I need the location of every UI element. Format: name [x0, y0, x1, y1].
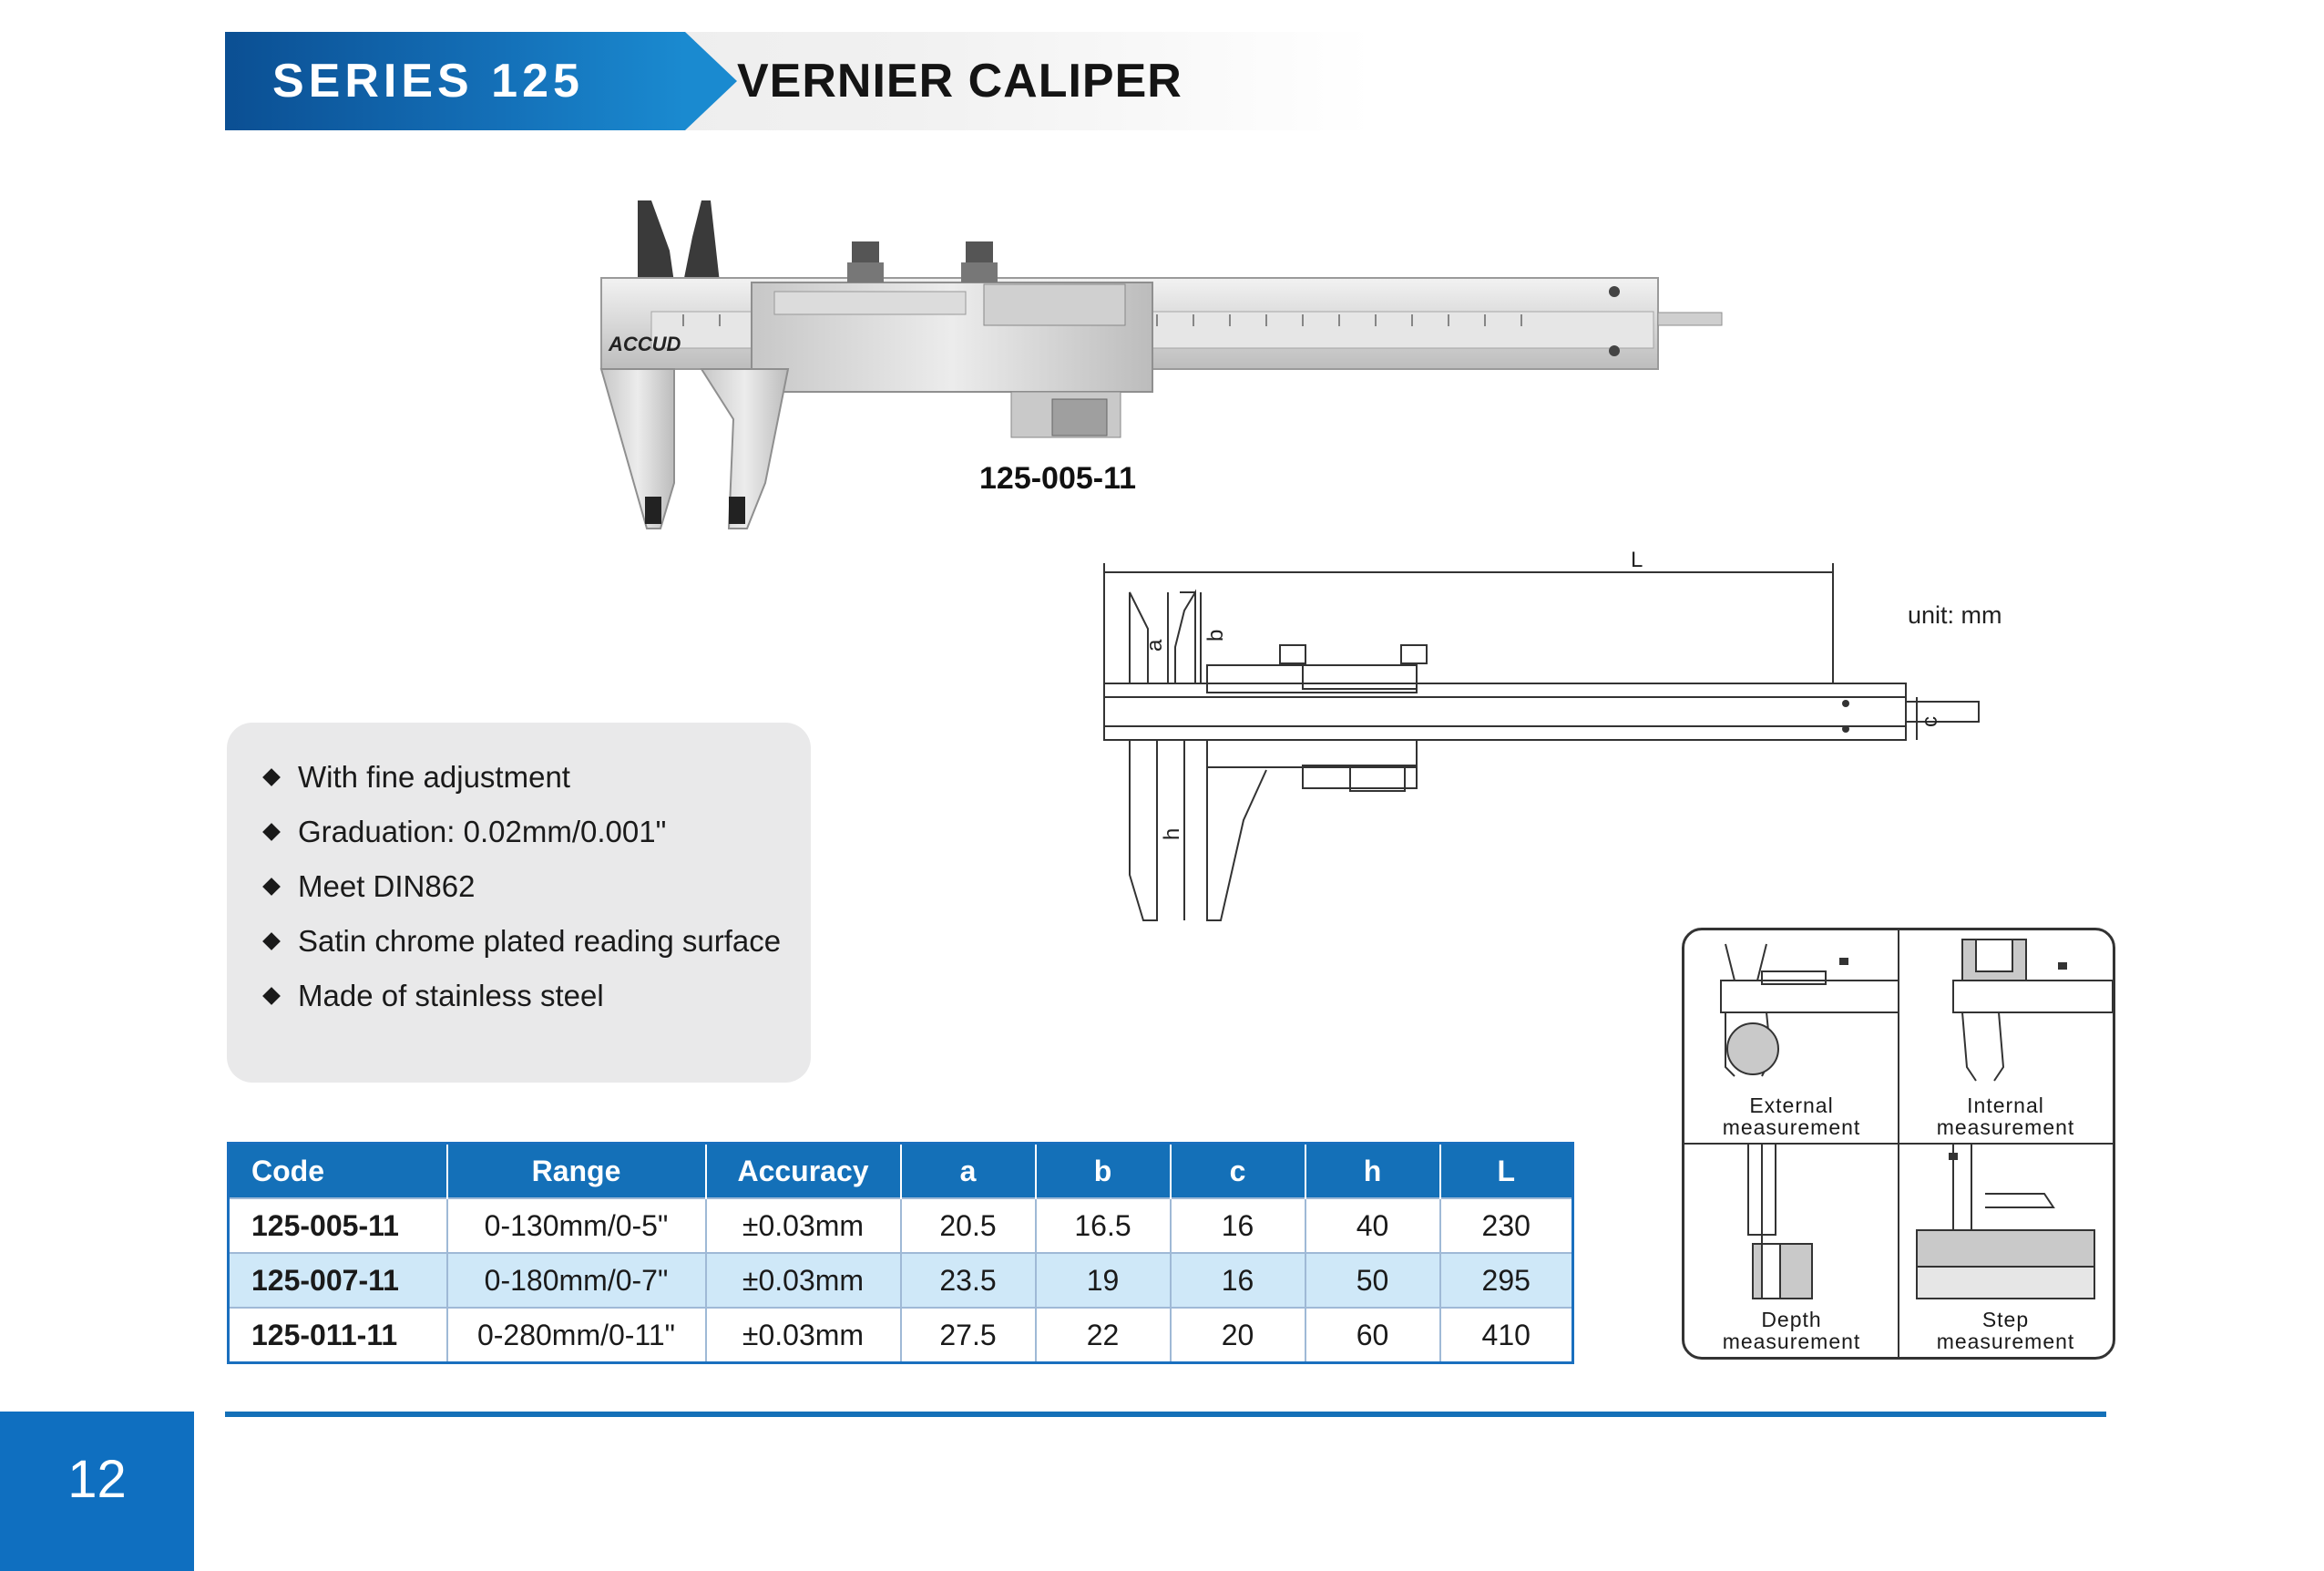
- feature-item: Satin chrome plated reading surface: [265, 914, 781, 969]
- feature-item: With fine adjustment: [265, 750, 781, 805]
- cell-code: 125-011-11: [229, 1308, 447, 1363]
- depth-label-2: measurement: [1722, 1330, 1861, 1353]
- dim-label-a: a: [1142, 639, 1167, 652]
- method-external: [1684, 930, 1899, 1144]
- step-measurement-icon: [1899, 1144, 2113, 1308]
- brand-logo: ACCUD: [609, 333, 681, 355]
- table-header-row: [229, 1144, 1573, 1199]
- external-measurement-icon: [1684, 930, 1899, 1094]
- cell-code: 125-005-11: [229, 1198, 447, 1253]
- footer-divider: [225, 1412, 2106, 1417]
- cell-c: 20: [1171, 1308, 1305, 1363]
- cell-a: 20.5: [901, 1198, 1036, 1253]
- cell-accuracy: ±0.03mm: [706, 1253, 901, 1308]
- header-a: a: [901, 1144, 1036, 1199]
- features-panel: [227, 723, 811, 1083]
- features-list: [265, 750, 781, 1023]
- header-banner: [225, 32, 1373, 130]
- page-title: VERNIER CALIPER: [737, 55, 1182, 108]
- dim-label-c: c: [1918, 716, 1942, 727]
- method-internal: [1899, 930, 2113, 1144]
- cell-b: 22: [1036, 1308, 1171, 1363]
- cell-range: 0-130mm/0-5": [447, 1198, 706, 1253]
- series-label: SERIES 125: [272, 55, 584, 108]
- internal-measurement-icon: [1899, 930, 2113, 1094]
- diamond-bullet-icon: [262, 987, 281, 1005]
- cell-b: 19: [1036, 1253, 1171, 1308]
- cell-h: 60: [1305, 1308, 1440, 1363]
- table-row: [229, 1308, 1573, 1363]
- header-h: h: [1305, 1144, 1440, 1199]
- cell-l: 230: [1440, 1198, 1573, 1253]
- table-row: [229, 1253, 1573, 1308]
- cell-code: 125-007-11: [229, 1253, 447, 1308]
- measurement-methods-panel: [1682, 928, 2115, 1360]
- diamond-bullet-icon: [262, 823, 281, 841]
- dim-label-b: b: [1203, 629, 1228, 642]
- cell-range: 0-180mm/0-7": [447, 1253, 706, 1308]
- diamond-bullet-icon: [262, 932, 281, 950]
- dim-label-L: L: [1631, 548, 1643, 572]
- cell-c: 16: [1171, 1198, 1305, 1253]
- cell-a: 23.5: [901, 1253, 1036, 1308]
- feature-item: Made of stainless steel: [265, 969, 781, 1023]
- unit-label: unit: mm: [1908, 601, 2002, 629]
- method-step: [1899, 1144, 2113, 1357]
- header-c: c: [1171, 1144, 1305, 1199]
- header-b: b: [1036, 1144, 1171, 1199]
- cell-a: 27.5: [901, 1308, 1036, 1363]
- external-label-2: measurement: [1722, 1115, 1861, 1139]
- dim-label-h: h: [1160, 827, 1184, 840]
- depth-measurement-icon: [1684, 1144, 1899, 1308]
- caliper-photo: [583, 182, 1804, 583]
- series-tab: [225, 32, 685, 130]
- dimension-drawing: [1093, 547, 1986, 929]
- depth-label-1: Depth: [1761, 1308, 1822, 1331]
- cell-accuracy: ±0.03mm: [706, 1308, 901, 1363]
- spec-table: [227, 1142, 1574, 1364]
- diamond-bullet-icon: [262, 768, 281, 786]
- diamond-bullet-icon: [262, 878, 281, 896]
- cell-c: 16: [1171, 1253, 1305, 1308]
- internal-label-1: Internal: [1967, 1094, 2044, 1117]
- cell-accuracy: ±0.03mm: [706, 1198, 901, 1253]
- internal-label-2: measurement: [1936, 1115, 2075, 1139]
- series-arrow: [685, 32, 737, 130]
- step-label-2: measurement: [1936, 1330, 2075, 1353]
- external-label-1: External: [1749, 1094, 1834, 1117]
- cell-h: 40: [1305, 1198, 1440, 1253]
- feature-item: Graduation: 0.02mm/0.001": [265, 805, 781, 859]
- cell-l: 410: [1440, 1308, 1573, 1363]
- header-accuracy: Accuracy: [706, 1144, 901, 1199]
- feature-item: Meet DIN862: [265, 859, 781, 914]
- header-range: Range: [447, 1144, 706, 1199]
- header-code: Code: [229, 1144, 447, 1199]
- model-label: 125-005-11: [979, 461, 1137, 496]
- cell-b: 16.5: [1036, 1198, 1171, 1253]
- cell-h: 50: [1305, 1253, 1440, 1308]
- step-label-1: Step: [1981, 1308, 2030, 1331]
- cell-range: 0-280mm/0-11": [447, 1308, 706, 1363]
- page-number: 12: [67, 1450, 127, 1509]
- cell-l: 295: [1440, 1253, 1573, 1308]
- header-l: L: [1440, 1144, 1573, 1199]
- table-row: [229, 1198, 1573, 1253]
- method-depth: [1684, 1144, 1899, 1357]
